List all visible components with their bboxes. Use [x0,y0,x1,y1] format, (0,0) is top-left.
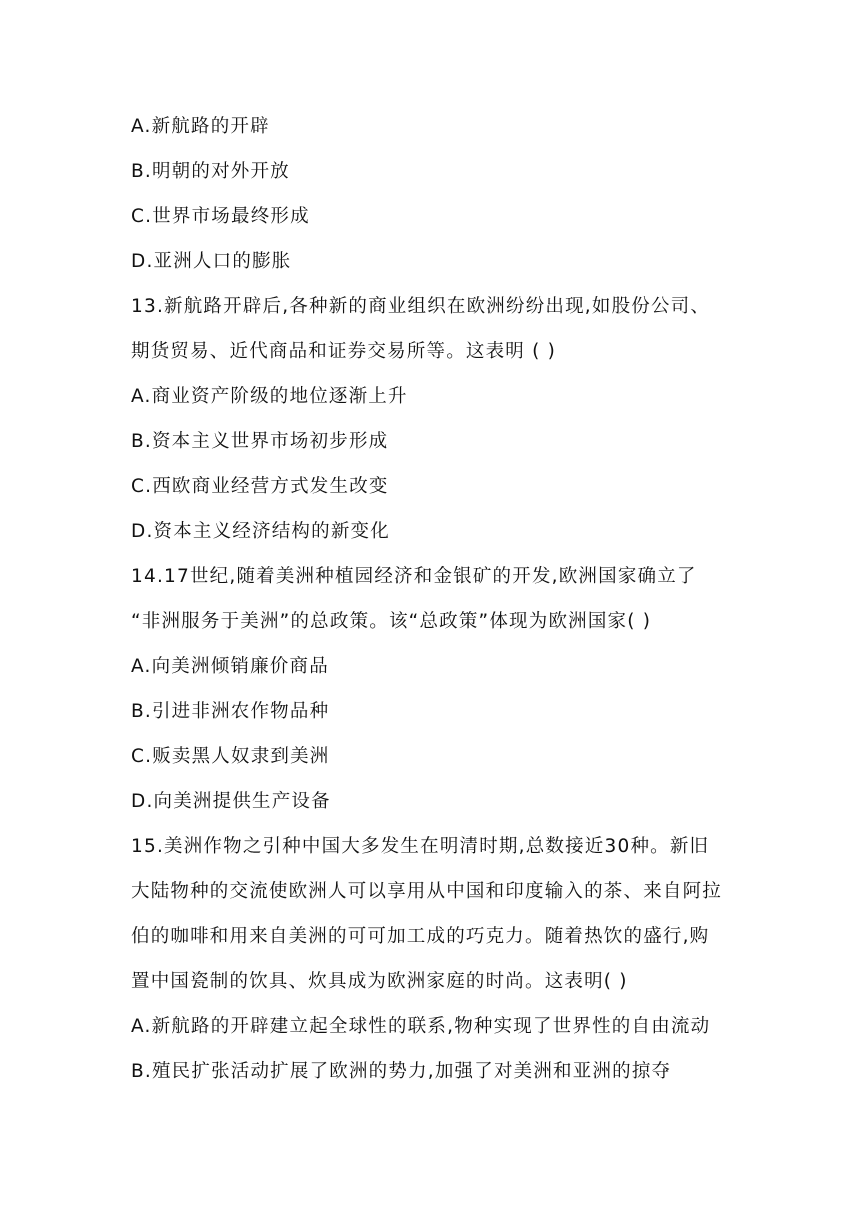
question-15-line-4: 置中国瓷制的饮具、炊具成为欧洲家庭的时尚。这表明( ) [131,971,628,992]
option-c-q14: C.贩卖黑人奴隶到美洲 [131,746,330,767]
option-b-q15: B.殖民扩张活动扩展了欧洲的势力,加强了对美洲和亚洲的掠夺 [131,1061,672,1082]
question-14-line-1: 14.17世纪,随着美洲种植园经济和金银矿的开发,欧洲国家确立了 [131,566,697,587]
option-b-q13: B.资本主义世界市场初步形成 [131,431,389,452]
question-13-line-2: 期货贸易、近代商品和证券交易所等。这表明 ( ) [131,341,556,362]
option-a-q12: A.新航路的开辟 [131,116,270,137]
option-a-q13: A.商业资产阶级的地位逐渐上升 [131,386,408,407]
option-d-q13: D.资本主义经济结构的新变化 [131,521,390,542]
option-b-q12: B.明朝的对外开放 [131,161,290,182]
option-a-q15: A.新航路的开辟建立起全球性的联系,物种实现了世界性的自由流动 [131,1016,711,1037]
option-c-q13: C.西欧商业经营方式发生改变 [131,476,389,497]
option-a-q14: A.向美洲倾销廉价商品 [131,656,329,677]
question-14-line-2: “非洲服务于美洲”的总政策。该“总政策”体现为欧洲国家( ) [131,611,652,632]
option-d-q12: D.亚洲人口的膨胀 [131,251,292,272]
question-15-line-1: 15.美洲作物之引种中国大多发生在明清时期,总数接近30种。新旧 [131,836,710,857]
option-c-q12: C.世界市场最终形成 [131,206,310,227]
question-13-line-1: 13.新航路开辟后,各种新的商业组织在欧洲纷纷出现,如股份公司、 [131,296,711,317]
option-b-q14: B.引进非洲农作物品种 [131,701,330,722]
question-15-line-2: 大陆物种的交流使欧洲人可以享用从中国和印度输入的茶、来自阿拉 [131,881,723,902]
question-15-line-3: 伯的咖啡和用来自美洲的可可加工成的巧克力。随着热饮的盛行,购 [131,926,710,947]
option-d-q14: D.向美洲提供生产设备 [131,791,331,812]
